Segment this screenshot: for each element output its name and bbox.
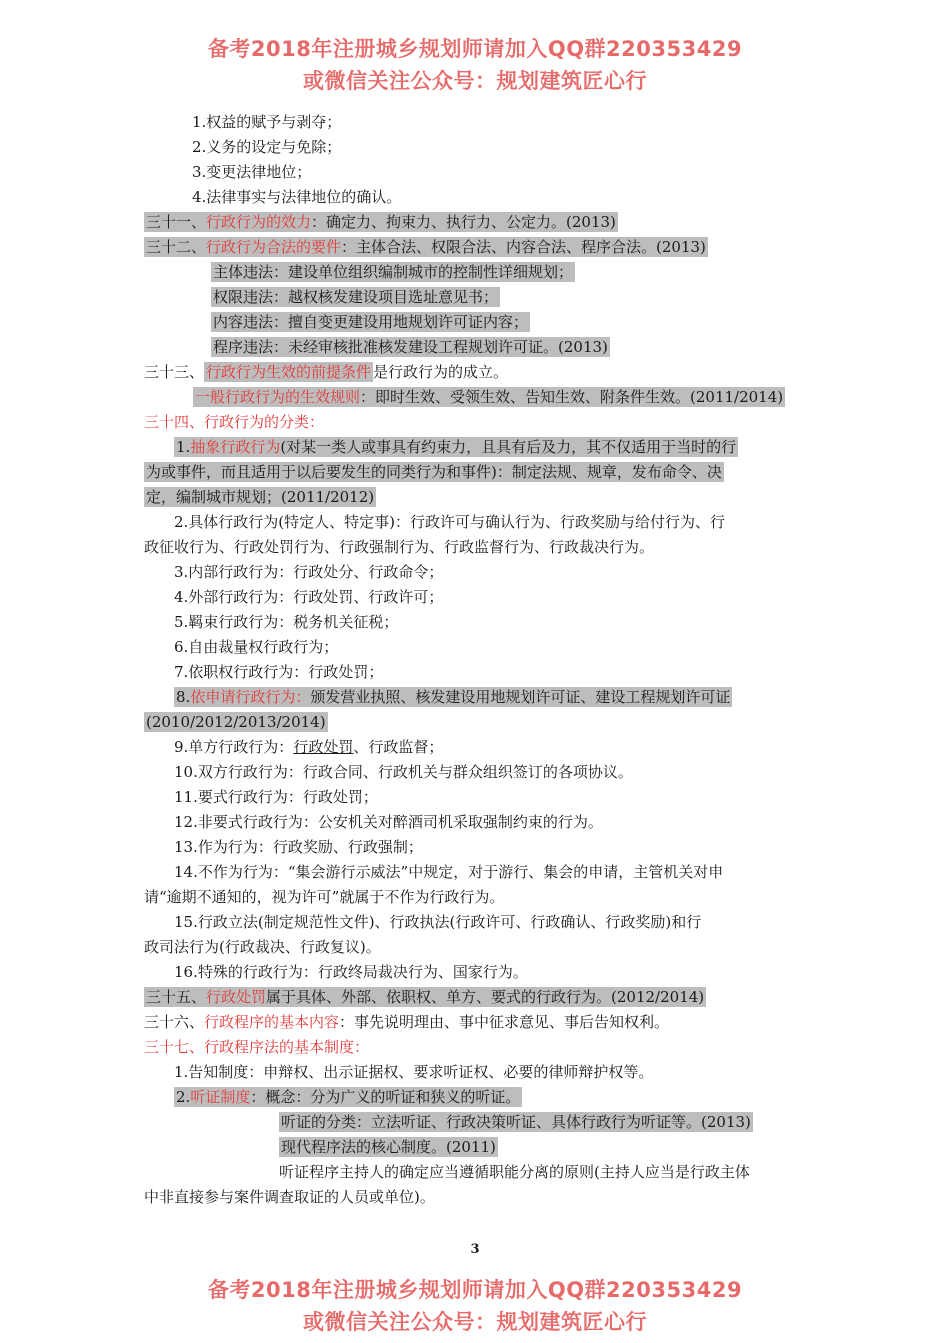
footer-banner — [0, 1274, 950, 1338]
section-32 — [144, 236, 708, 258]
text-line — [144, 461, 724, 483]
section-31-number: 三十一、 — [146, 213, 207, 231]
text-line: 4.法律事实与法律地位的确认。 — [192, 188, 402, 206]
item-number: 8. — [176, 688, 191, 706]
highlighted-text: (2010/2012/2013/2014) — [146, 713, 326, 731]
text-line: 政征收行为、行政处罚行为、行政强制行为、行政监督行为、行政裁决行为。 — [144, 538, 655, 556]
section-32-number: 三十二、 — [146, 238, 207, 256]
section-33-number: 三十三、 — [144, 363, 205, 381]
text-line-rest: 、行政监督； — [353, 738, 444, 756]
highlighted-text: 现代程序法的核心制度。(2011) — [281, 1138, 496, 1156]
text-line: 14.不作为行为：“集会游行示威法”中规定，对于游行、集会的申请，主管机关对申 — [174, 863, 724, 881]
section-31-text: ：确定力、拘束力、执行力、公定力。(2013) — [311, 213, 616, 231]
header-banner — [0, 33, 950, 97]
text-line — [144, 711, 328, 733]
section-32-text: ：主体合法、权限合法、内容合法、程序合法。(2013) — [341, 238, 706, 256]
section-33-term: 行政行为生效的前提条件 — [206, 363, 372, 381]
text-line — [211, 311, 530, 333]
text-line — [174, 1086, 522, 1108]
text-line: 4.外部行政行为：行政处罚、行政许可； — [174, 588, 444, 606]
text-line: 3.变更法律地位； — [192, 163, 312, 181]
red-term: 抽象行政行为 — [190, 438, 281, 456]
section-36-text: ：事先说明理由、事中征求意见、事后告知权利。 — [339, 1013, 670, 1031]
banner-line-1: 备考2018年注册城乡规划师请加入QQ群220353429 — [207, 37, 743, 61]
red-term: 依申请行政行为： — [190, 688, 311, 706]
text-line: 16.特殊的行政行为：行政终局裁决行为、国家行为。 — [174, 963, 528, 981]
section-35 — [144, 986, 706, 1008]
text-line-rest: ：即时生效、受领生效、告知生效、附条件生效。(2011/2014) — [360, 388, 784, 406]
item-number: 2. — [176, 1088, 191, 1106]
text-line — [174, 436, 738, 458]
text-line — [279, 1111, 753, 1133]
text-line: 3.内部行政行为：行政处分、行政命令； — [174, 563, 444, 581]
section-33 — [144, 361, 508, 383]
text-line: 11.要式行政行为：行政处罚； — [174, 788, 378, 806]
text-line — [211, 286, 500, 308]
text-line — [174, 736, 443, 758]
section-33-text: 是行政行为的成立。 — [373, 363, 509, 381]
text-line — [144, 486, 376, 508]
banner-line-1: 备考2018年注册城乡规划师请加入QQ群220353429 — [207, 1278, 743, 1302]
section-36 — [144, 1011, 669, 1033]
banner-line-2: 或微信关注公众号：规划建筑匠心行 — [303, 69, 647, 93]
item-number: 1. — [176, 438, 191, 456]
red-term: 一般行政行为的生效规则 — [195, 388, 361, 406]
page-number: 3 — [470, 1242, 480, 1257]
section-35-number: 三十五、 — [146, 988, 207, 1006]
text-line: 5.羁束行政行为：税务机关征税； — [174, 613, 399, 631]
highlighted-text: 听证的分类：立法听证、行政决策听证、具体行政行为听证等。(2013) — [281, 1113, 751, 1131]
text-line — [193, 386, 785, 408]
section-36-number: 三十六、 — [144, 1013, 205, 1031]
text-line: 7.依职权行政行为：行政处罚； — [174, 663, 384, 681]
section-32-term: 行政行为合法的要件 — [206, 238, 342, 256]
section-31 — [144, 211, 618, 233]
highlighted-text: 程序违法：未经审核批准核发建设工程规划许可证。(2013) — [213, 338, 608, 356]
underlined-term: 行政处罚 — [293, 738, 354, 756]
text-line: 请“逾期不通知的，视为许可”就属于不作为行政行为。 — [144, 888, 505, 906]
text-line: 听证程序主持人的确定应当遵循职能分离的原则(主持人应当是行政主体 — [279, 1163, 750, 1181]
text-line-rest: 颁发营业执照、核发建设用地规划许可证、建设工程规划许可证 — [310, 688, 731, 706]
red-term: 听证制度 — [190, 1088, 251, 1106]
text-line: 中非直接参与案件调查取证的人员或单位)。 — [144, 1188, 435, 1206]
section-37-heading: 三十七、行政程序法的基本制度： — [144, 1038, 370, 1056]
text-line: 15.行政立法(制定规范性文件)、行政执法(行政许可、行政确认、行政奖励)和行 — [174, 913, 702, 931]
text-line: 6.自由裁量权行政行为； — [174, 638, 339, 656]
text-line: 2.义务的设定与免除； — [192, 138, 342, 156]
section-34-heading: 三十四、行政行为的分类： — [144, 413, 325, 431]
banner-line-2: 或微信关注公众号：规划建筑匠心行 — [303, 1310, 647, 1334]
section-35-text: 属于具体、外部、依职权、单方、要式的行政行为。(2012/2014) — [266, 988, 705, 1006]
text-line: 12.非要式行政行为：公安机关对醉酒司机采取强制约束的行为。 — [174, 813, 603, 831]
section-31-term: 行政行为的效力 — [206, 213, 312, 231]
text-line: 1.权益的赋予与剥夺； — [192, 113, 342, 131]
text-line: 政司法行为(行政裁决、行政复议)。 — [144, 938, 381, 956]
text-line: 10.双方行政行为：行政合同、行政机关与群众组织签订的各项协议。 — [174, 763, 633, 781]
text-line — [211, 261, 575, 283]
highlighted-text: 内容违法：擅自变更建设用地规划许可证内容； — [213, 313, 529, 331]
highlighted-text: 权限违法：越权核发建设项目选址意见书； — [213, 288, 499, 306]
text-line-rest: ：概念：分为广义的听证和狭义的听证。 — [250, 1088, 521, 1106]
section-36-term: 行政程序的基本内容 — [204, 1013, 340, 1031]
text-line: 2.具体行政行为(特定人、特定事)：行政许可与确认行为、行政奖励与给付行为、行 — [174, 513, 726, 531]
section-35-term: 行政处罚 — [206, 988, 267, 1006]
highlighted-text: 主体违法：建设单位组织编制城市的控制性详细规划； — [213, 263, 574, 281]
text-line: 1.告知制度：申辩权、出示证据权、要求听证权、必要的律师辩护权等。 — [174, 1063, 654, 1081]
text-line-start: 9.单方行政行为： — [174, 738, 294, 756]
text-line — [211, 336, 610, 358]
text-line: 13.作为行为：行政奖励、行政强制； — [174, 838, 423, 856]
text-line-rest: (对某一类人或事具有约束力，且具有后及力，其不仅适用于当时的行 — [280, 438, 737, 456]
highlighted-text: 为或事件，而且适用于以后要发生的同类行为和事件)：制定法规、规章，发布命令、决 — [146, 463, 722, 481]
text-line — [174, 686, 732, 708]
text-line — [279, 1136, 498, 1158]
highlighted-text: 定，编制城市规划；(2011/2012) — [146, 488, 375, 506]
